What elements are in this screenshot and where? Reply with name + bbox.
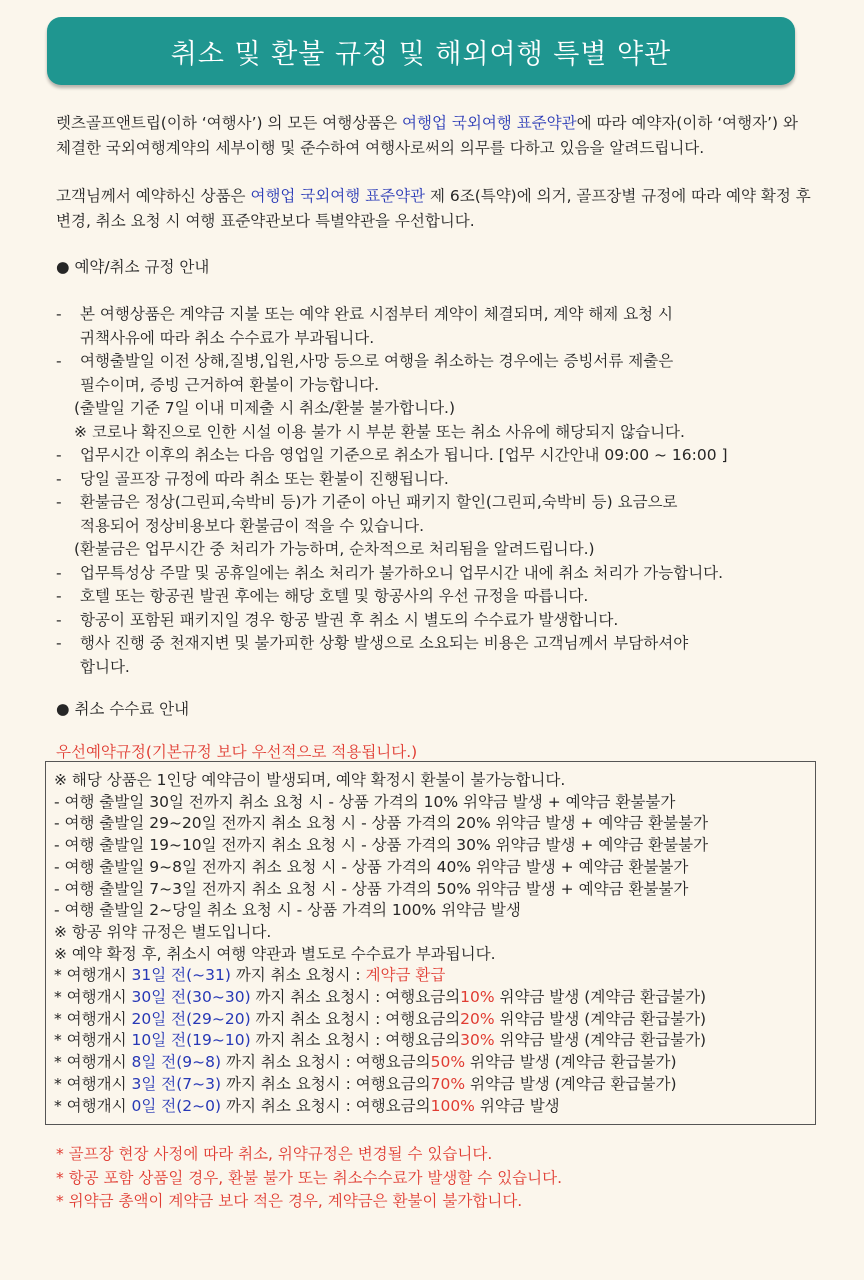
fee-plain-lines bbox=[54, 770, 815, 965]
list-item bbox=[56, 444, 816, 468]
list-item bbox=[56, 585, 816, 609]
list-item-note: (환불금은 업무시간 중 처리가 가능하며, 순차적으로 처리됨을 알려드립니다.) bbox=[74, 540, 595, 558]
rule-mid: 까지 취소 요청시 : bbox=[250, 1031, 386, 1050]
rule-pre-percent: 여행요금의 bbox=[355, 1074, 431, 1093]
rule-post: 위약금 발생 (계약금 환급불가) bbox=[494, 1009, 707, 1028]
intro-paragraph-2 bbox=[56, 184, 816, 234]
list-item-text: 환불금은 정상(그린피,숙박비 등)가 기준이 아닌 패키지 할인(그린피,숙박비 등) 요금으로 bbox=[80, 493, 678, 511]
rule-pre-percent: 여행요금의 bbox=[385, 1009, 461, 1028]
list-item-text: 필수이며, 증빙 근거하여 환불이 가능합니다. bbox=[80, 375, 380, 394]
rule-period: 10일 전(19~10) bbox=[131, 1031, 251, 1050]
list-item-note: ※ 코로나 확진으로 인한 시설 이용 불가 시 부분 환불 또는 취소 사유에 해당되지 않습니다. bbox=[74, 422, 685, 441]
list-item bbox=[56, 303, 816, 350]
section-heading-reservation: ● 예약/취소 규정 안내 bbox=[56, 258, 210, 276]
list-item-text: 합니다. bbox=[80, 657, 130, 676]
list-item-text: 여행출발일 이전 상해,질병,입원,사망 등으로 여행을 취소하는 경우에는 증빙서류 제출은 bbox=[80, 352, 674, 370]
rule-refund: 계약금 환급 bbox=[365, 966, 446, 985]
page-title-banner bbox=[47, 17, 795, 85]
dash-marker: - bbox=[56, 493, 62, 511]
rule-mid: 까지 취소 요청시 : bbox=[230, 966, 366, 985]
rule-mid: 까지 취소 요청시 : bbox=[221, 1074, 356, 1093]
cancellation-fee-box bbox=[45, 761, 816, 1125]
rule-post: 위약금 발생 bbox=[474, 1096, 560, 1115]
footnotes bbox=[56, 1143, 562, 1214]
list-item-text: 업무시간 이후의 취소는 다음 영업일 기준으로 취소가 됩니다. [업무 시간안내 09:00 ~ 16:00 ] bbox=[80, 446, 728, 464]
dash-marker: - bbox=[56, 634, 62, 652]
fee-rule-line bbox=[54, 1030, 815, 1052]
rule-period: 8일 전(9~8) bbox=[131, 1053, 222, 1072]
fee-line: ※ 예약 확정 후, 취소시 여행 약관과 별도로 수수료가 부과됩니다. bbox=[54, 944, 496, 963]
list-item bbox=[56, 350, 816, 444]
dash-marker: - bbox=[56, 446, 62, 464]
rule-prefix: * 여행개시 bbox=[54, 1074, 132, 1093]
page-title: 취소 및 환불 규정 및 해외여행 특별 약관 bbox=[170, 38, 672, 70]
list-item-text: 항공이 포함된 패키지일 경우 항공 발권 후 취소 시 별도의 수수료가 발생합니다. bbox=[80, 610, 619, 629]
list-item-text: 행사 진행 중 천재지변 및 불가피한 상황 발생으로 소요되는 비용은 고객님께서 부담하셔야 bbox=[80, 634, 689, 652]
fee-line: - 여행 출발일 9~8일 전까지 취소 요청 시 - 상품 가격의 40% 위약금 발생 + 예약금 환불불가 bbox=[54, 857, 689, 876]
rule-mid: 까지 취소 요청시 : bbox=[250, 1009, 386, 1028]
rule-pre-percent: 여행요금의 bbox=[355, 1096, 431, 1115]
rule-prefix: * 여행개시 bbox=[54, 1031, 132, 1050]
dash-marker: - bbox=[56, 352, 62, 370]
list-item-text: 적용되어 정상비용보다 환불금이 적을 수 있습니다. bbox=[80, 516, 424, 535]
priority-rule-notice: 우선예약규정(기본규정 보다 우선적으로 적용됩니다.) bbox=[56, 743, 418, 761]
list-item-text: 업무특성상 주말 및 공휴일에는 취소 처리가 불가하오니 업무시간 내에 취소 처리가 가능합니다. bbox=[80, 563, 724, 582]
list-item-text: 귀책사유에 따라 취소 수수료가 부과됩니다. bbox=[80, 328, 375, 347]
fee-line: - 여행 출발일 2~당일 취소 요청 시 - 상품 가격의 100% 위약금 발생 bbox=[54, 901, 521, 920]
intro-text: 에 따라 예약자(이하 ‘여행자’) 와 체결한 국외여행계약의 세부이행 및 준수하여 여행사로써의 의무를 다하고 있음을 알려드립니다. bbox=[56, 114, 798, 157]
list-item bbox=[56, 468, 816, 492]
intro-text: 고객님께서 예약하신 상품은 bbox=[56, 187, 251, 205]
fee-line: - 여행 출발일 30일 전까지 취소 요청 시 - 상품 가격의 10% 위약금 발생 + 예약금 환불불가 bbox=[54, 792, 676, 811]
fee-rule-line bbox=[54, 965, 815, 987]
rule-prefix: * 여행개시 bbox=[54, 1053, 132, 1072]
rule-pre-percent: 여행요금의 bbox=[385, 988, 461, 1007]
fee-line: - 여행 출발일 7~3일 전까지 취소 요청 시 - 상품 가격의 50% 위약금 발생 + 예약금 환불불가 bbox=[54, 879, 689, 898]
footnote: * 항공 포함 상품일 경우, 환불 불가 또는 취소수수료가 발생할 수 있습니다. bbox=[56, 1168, 563, 1187]
list-item bbox=[56, 632, 816, 679]
dash-marker: - bbox=[56, 587, 62, 605]
fee-rule-line bbox=[54, 1052, 815, 1074]
rule-period: 30일 전(30~30) bbox=[131, 988, 251, 1007]
intro-paragraph-1 bbox=[56, 111, 816, 161]
rule-mid: 까지 취소 요청시 : bbox=[221, 1096, 356, 1115]
footnote: * 위약금 총액이 계약금 보다 적은 경우, 계약금은 환불이 불가합니다. bbox=[56, 1192, 523, 1210]
section-heading-fees: ● 취소 수수료 안내 bbox=[56, 700, 190, 718]
reservation-rules-list bbox=[56, 303, 816, 679]
dash-marker: - bbox=[56, 563, 62, 582]
fee-rule-line bbox=[54, 1074, 815, 1096]
standard-terms-link: 여행업 국외여행 표준약관 bbox=[250, 187, 426, 205]
fee-line: ※ 해당 상품은 1인당 예약금이 발생되며, 예약 확정시 환불이 불가능합니다. bbox=[54, 771, 566, 789]
rule-post: 위약금 발생 (계약금 환급불가) bbox=[494, 1031, 707, 1050]
rule-mid: 까지 취소 요청시 : bbox=[221, 1053, 356, 1072]
list-item bbox=[56, 491, 816, 562]
standard-terms-link: 여행업 국외여행 표준약관 bbox=[402, 114, 577, 132]
fee-rule-line bbox=[54, 1009, 815, 1031]
rule-mid: 까지 취소 요청시 : bbox=[250, 988, 386, 1007]
list-item bbox=[56, 562, 816, 586]
dash-marker: - bbox=[56, 305, 62, 323]
rule-prefix: * 여행개시 bbox=[54, 988, 132, 1007]
fee-line: - 여행 출발일 29~20일 전까지 취소 요청 시 - 상품 가격의 20% 위약금 발생 + 예약금 환불불가 bbox=[54, 814, 709, 833]
list-item-note: (출발일 기준 7일 이내 미제출 시 취소/환불 불가합니다.) bbox=[74, 399, 456, 417]
rule-post: 위약금 발생 (계약금 환급불가) bbox=[465, 1053, 677, 1072]
footnote: * 골프장 현장 사정에 따라 취소, 위약규정은 변경될 수 있습니다. bbox=[56, 1145, 493, 1163]
rule-period: 20일 전(29~20) bbox=[131, 1009, 251, 1028]
dash-marker: - bbox=[56, 610, 62, 629]
rule-post: 위약금 발생 (계약금 환급불가) bbox=[494, 988, 707, 1007]
main-content bbox=[56, 111, 816, 765]
fee-rule-line bbox=[54, 987, 815, 1009]
fee-line: ※ 항공 위약 규정은 별도입니다. bbox=[54, 922, 272, 941]
rule-percent: 70% bbox=[430, 1074, 466, 1093]
list-item-text: 당일 골프장 규정에 따라 취소 또는 환불이 진행됩니다. bbox=[80, 469, 449, 488]
rule-pre-percent: 여행요금의 bbox=[385, 1031, 461, 1050]
rule-period: 3일 전(7~3) bbox=[131, 1074, 222, 1093]
fee-rule-lines bbox=[54, 965, 815, 1117]
rule-percent: 50% bbox=[430, 1053, 466, 1072]
dash-marker: - bbox=[56, 469, 62, 488]
list-item-text: 호텔 또는 항공권 발권 후에는 해당 호텔 및 항공사의 우선 규정을 따릅니다. bbox=[80, 587, 589, 605]
rule-percent: 100% bbox=[430, 1096, 475, 1115]
rule-percent: 20% bbox=[460, 1009, 495, 1028]
list-item-text: 본 여행상품은 계약금 지불 또는 예약 완료 시점부터 계약이 체결되며, 계약 해제 요청 시 bbox=[80, 305, 674, 323]
rule-post: 위약금 발생 (계약금 환급불가) bbox=[465, 1074, 677, 1093]
rule-period: 0일 전(2~0) bbox=[131, 1096, 222, 1115]
rule-prefix: * 여행개시 bbox=[54, 1096, 132, 1115]
rule-percent: 30% bbox=[460, 1031, 495, 1050]
intro-text: 제 6조(특약)에 의거, 골프장별 규정에 따라 예약 확정 후 변경, 취소 요청 시 여행 표준약관보다 특별약관을 우선합니다. bbox=[56, 187, 811, 230]
rule-prefix: * 여행개시 bbox=[54, 966, 132, 985]
rule-prefix: * 여행개시 bbox=[54, 1009, 132, 1028]
list-item bbox=[56, 609, 816, 633]
rule-percent: 10% bbox=[460, 988, 495, 1007]
fee-rule-line bbox=[54, 1096, 815, 1118]
fee-line: - 여행 출발일 19~10일 전까지 취소 요청 시 - 상품 가격의 30% 위약금 발생 + 예약금 환불불가 bbox=[54, 836, 709, 855]
rule-period: 31일 전(~31) bbox=[131, 966, 231, 985]
rule-pre-percent: 여행요금의 bbox=[355, 1053, 431, 1072]
intro-text: 렛츠골프앤트립(이하 ‘여행사’) 의 모든 여행상품은 bbox=[56, 114, 403, 132]
